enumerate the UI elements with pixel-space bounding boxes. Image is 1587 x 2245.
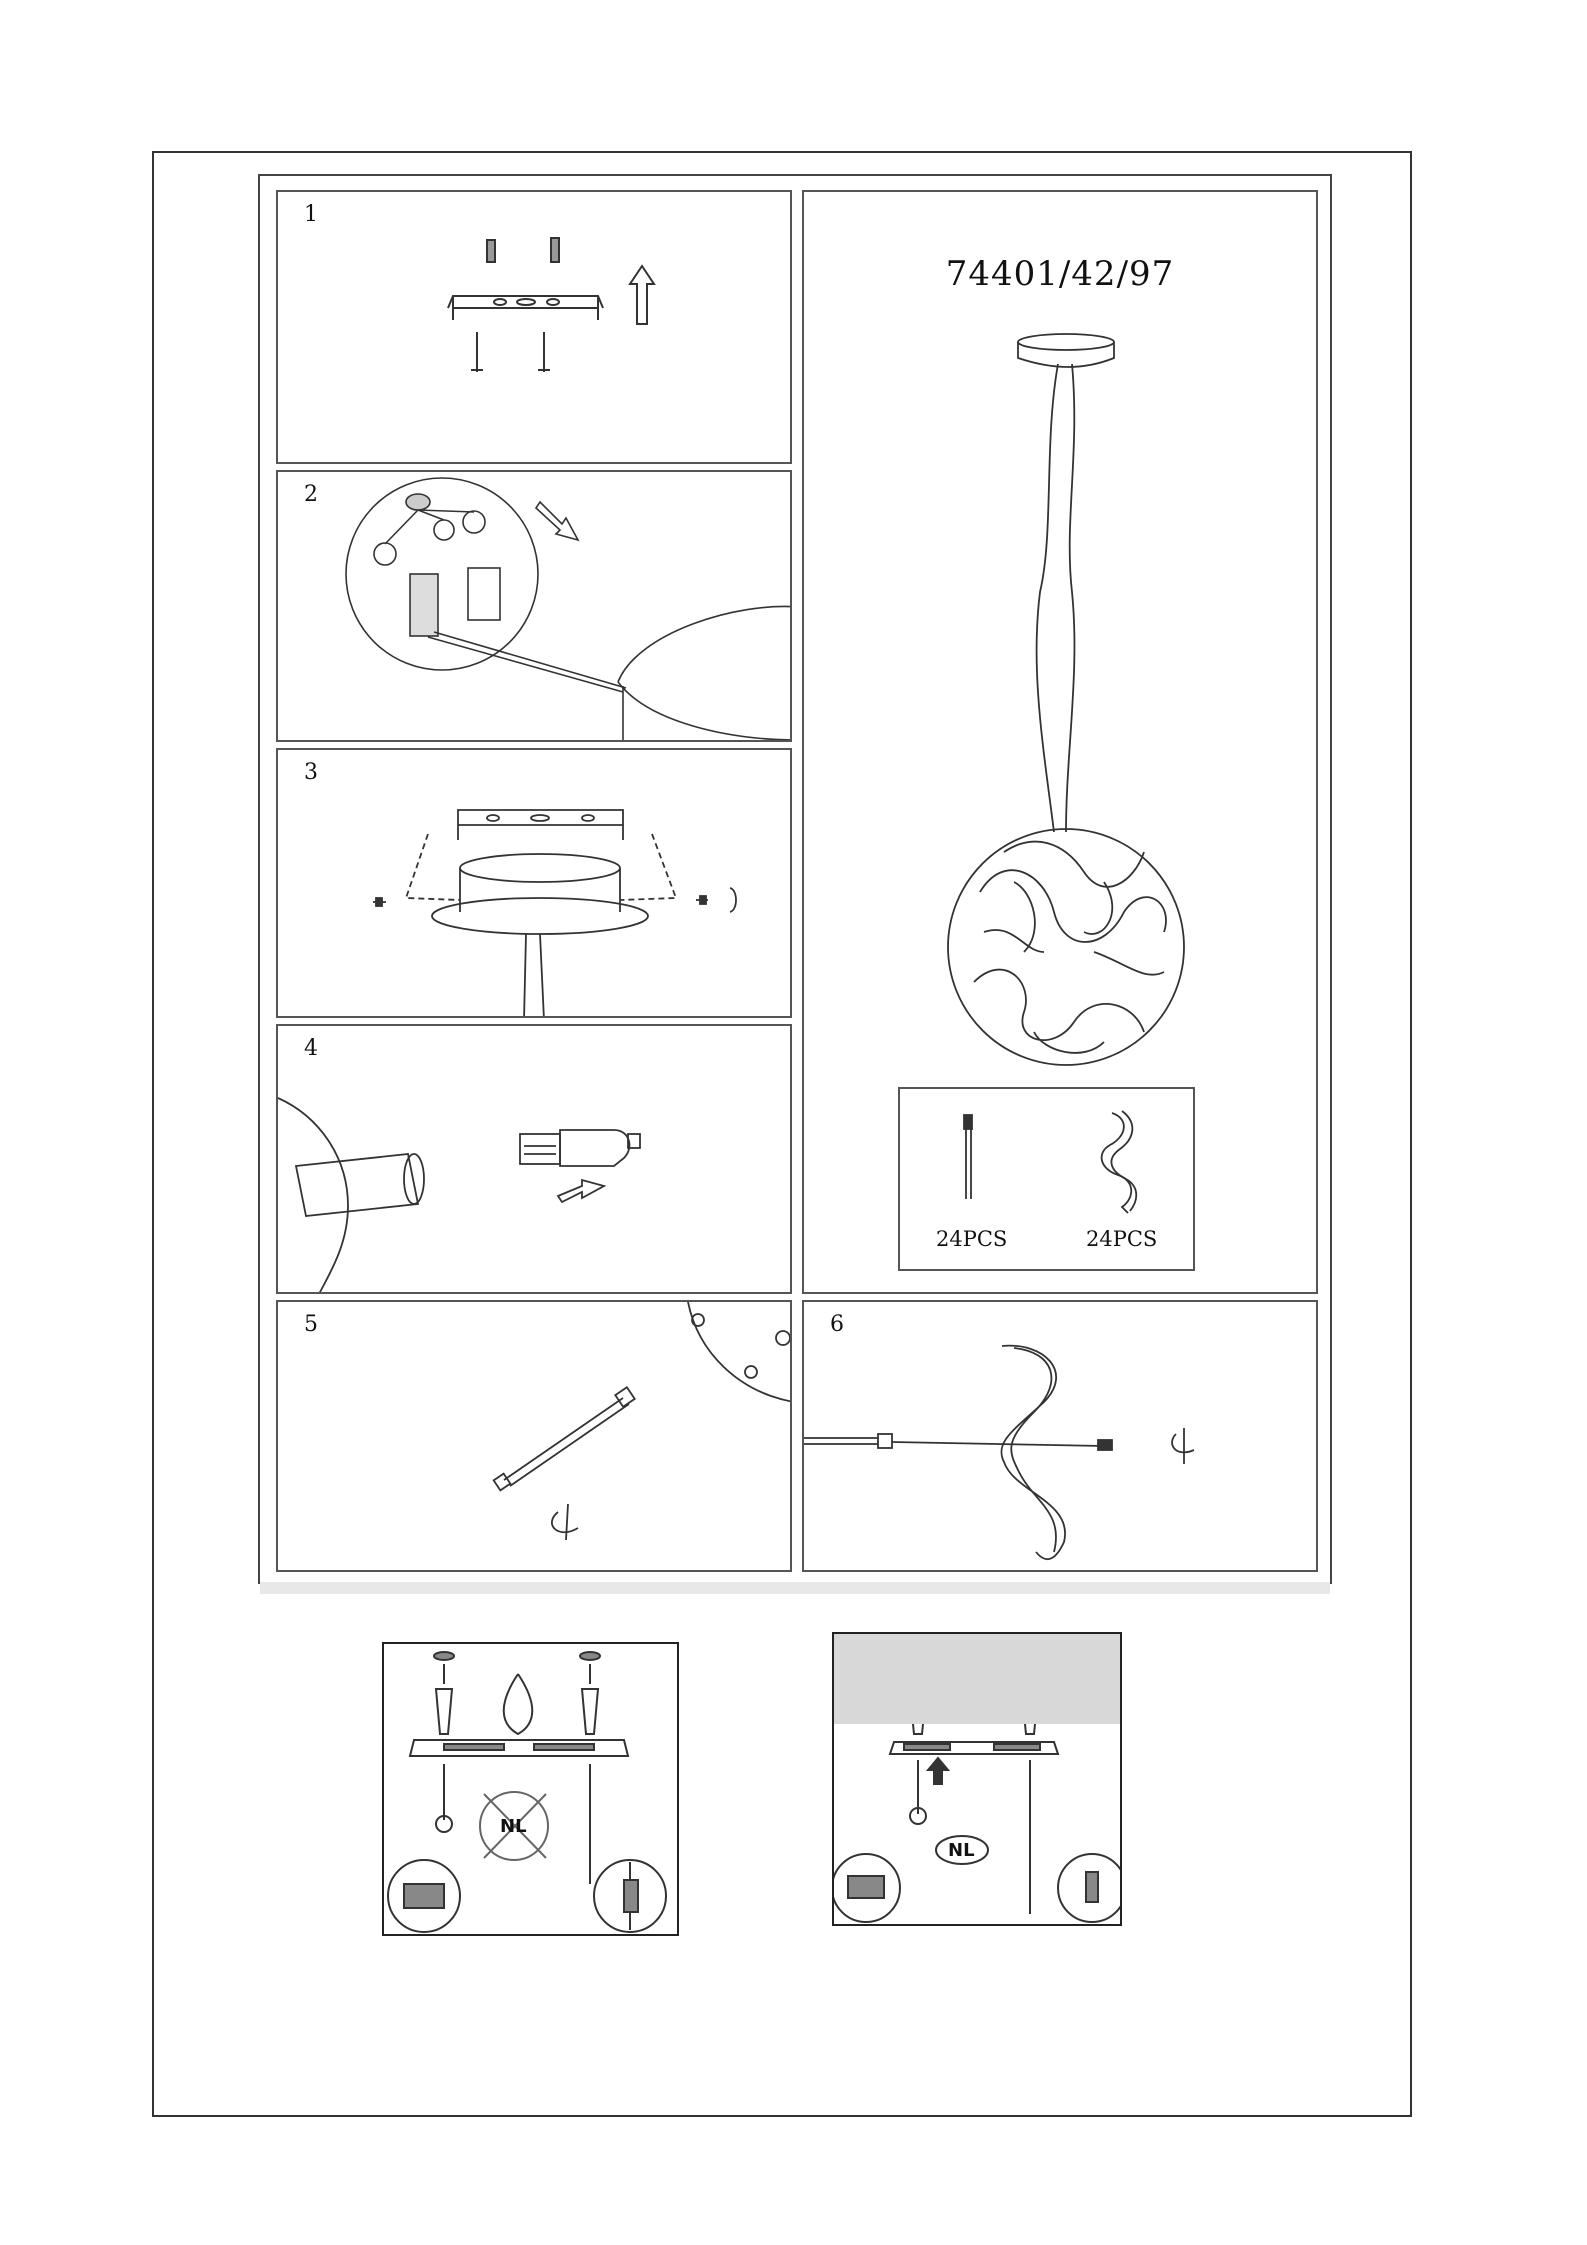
rod-quantity: 24PCS [936,1227,1008,1251]
step-number: 6 [830,1312,844,1337]
ribbon-attachment-illustration [804,1302,1318,1572]
ceiling-mount-diagram-right [832,1632,1122,1926]
ceiling-mount-diagram-left [382,1642,679,1936]
rod-attachment-illustration [278,1302,792,1572]
product-overview-panel [802,190,1318,1294]
ceiling-mount-illustration [384,1644,677,1934]
step-1-panel [276,190,792,464]
step-number: 3 [304,760,318,785]
step-2-panel [276,470,792,742]
step-number: 4 [304,1036,318,1061]
parts-inventory-box [898,1087,1195,1271]
step-4-panel [276,1024,792,1294]
step-number: 2 [304,482,318,507]
mounting-bracket-illustration [278,192,792,464]
ceiling-surface [834,1634,1120,1724]
canopy-fixing-illustration [278,750,792,1018]
step-3-panel [276,748,792,1018]
wiring-illustration [278,472,792,742]
model-number: 74401/42/97 [945,254,1175,294]
step-number: 5 [304,1312,318,1337]
pendant-lamp-illustration [804,192,1318,1072]
step-5-panel [276,1300,792,1572]
parts-illustration [900,1089,1193,1219]
nl-marker: NL [500,1816,527,1837]
instruction-sheet [258,174,1332,1584]
nl-marker: NL [948,1840,975,1861]
step-6-panel [802,1300,1318,1572]
ribbon-quantity: 24PCS [1086,1227,1158,1251]
bulb-insertion-illustration [278,1026,792,1294]
step-number: 1 [304,202,318,227]
